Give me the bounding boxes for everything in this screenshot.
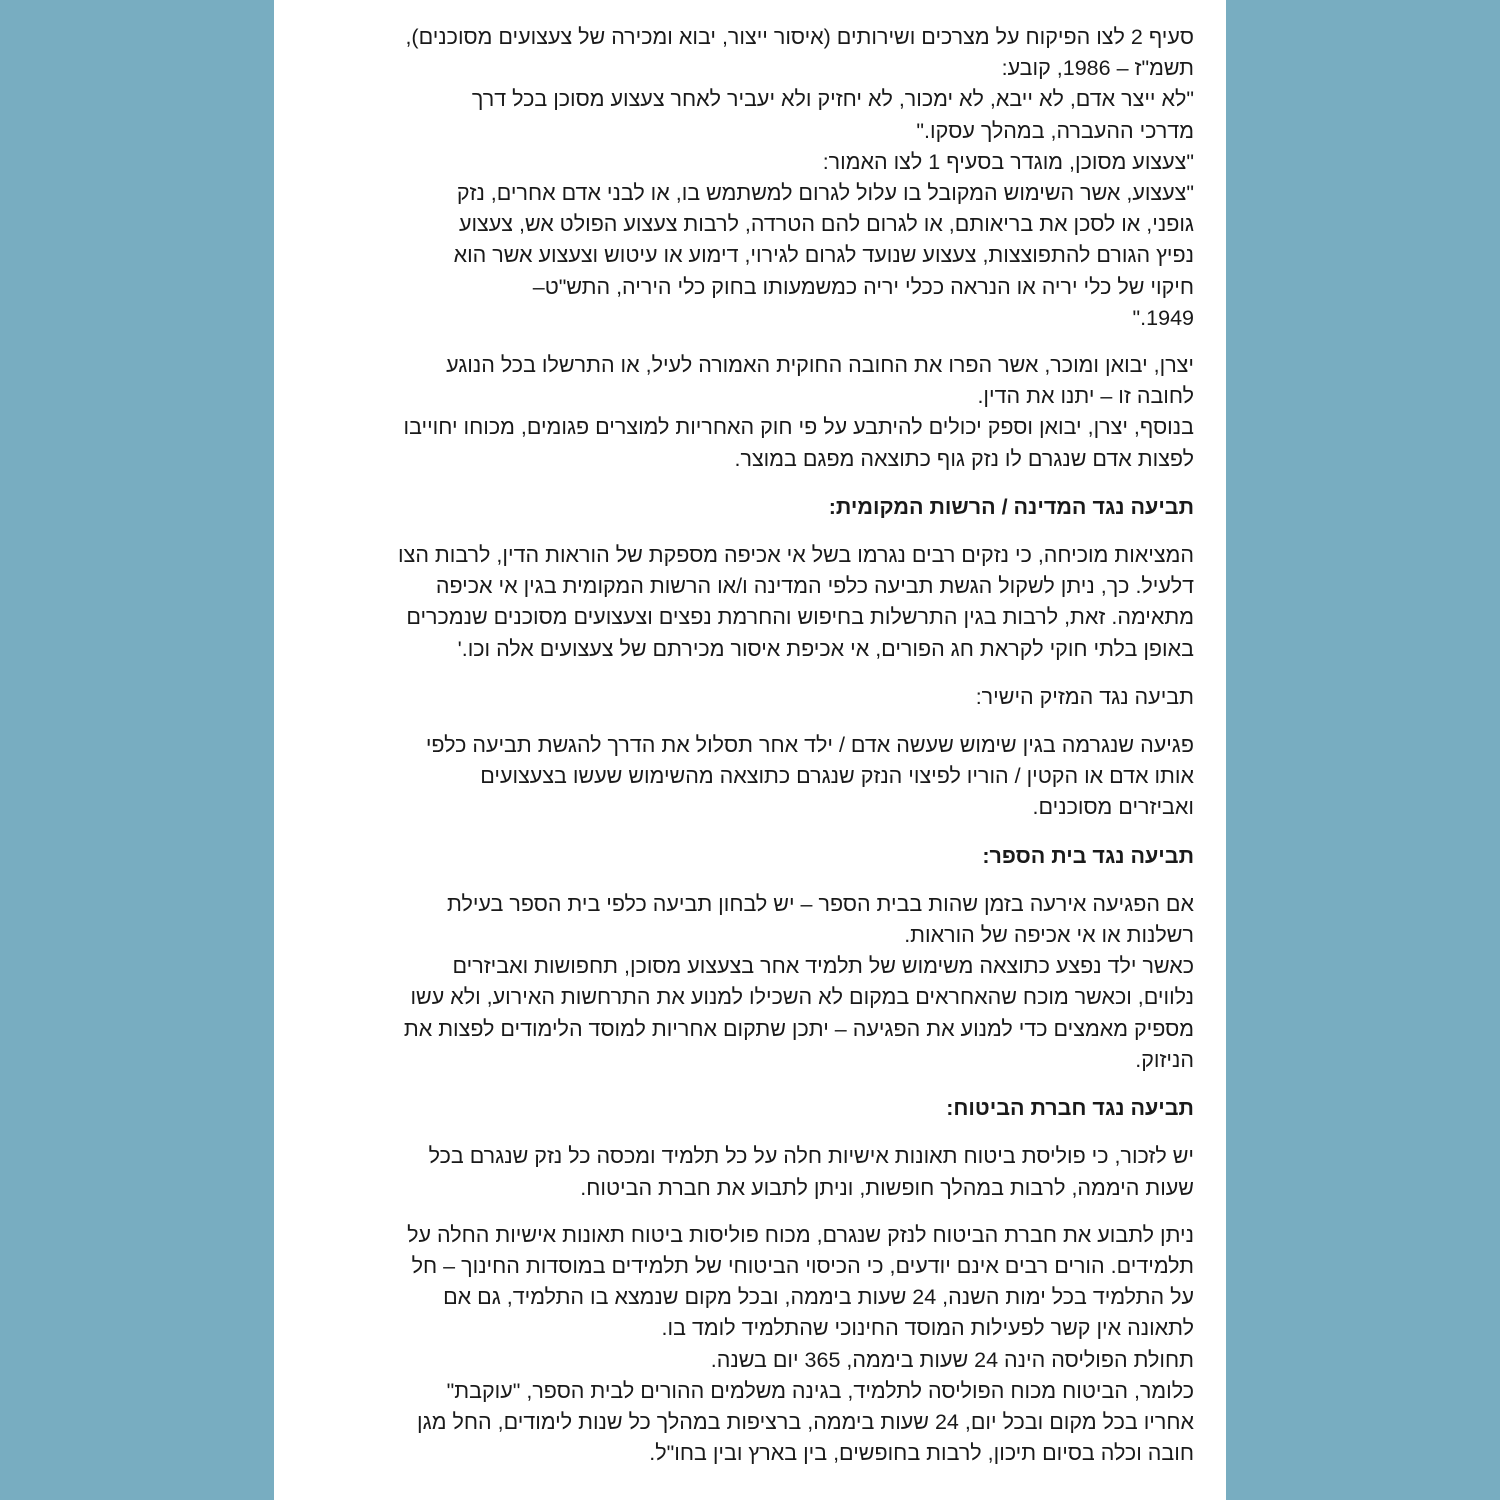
- text-line: הניזוק.: [1135, 1047, 1194, 1072]
- text-line: אחריו בכל מקום ובכל יום, 24 שעות ביממה, ברציפות במהלך כל שנות לימודים, החל מגן: [417, 1409, 1194, 1434]
- text-line: מדרכי ההעברה, במהלך עסקו.": [916, 118, 1194, 143]
- text-line: על התלמיד בכל ימות השנה, 24 שעות ביממה, ובכל מקום שנמצא בו התלמיד, גם אם: [443, 1285, 1194, 1310]
- direct-damager-heading: [318, 682, 1194, 713]
- block-spacer: [318, 1204, 1194, 1220]
- text-line: אותו אדם או הקטין / הוריו לפיצוי הנזק שנגרם כתוצאה מהשימוש שעשו בצעצועים: [480, 764, 1194, 789]
- text-line: יצרן, יבואן ומוכר, אשר הפרו את החובה החוקית האמורה לעיל, או התרשלו בכל הנוגע: [446, 353, 1194, 378]
- text-line: יש לזכור, כי פוליסת ביטוח תאונות אישיות חלה על כל תלמיד ומכסה כל נזק שנגרם בכל: [428, 1144, 1194, 1169]
- text-line: תחולת הפוליסה הינה 24 שעות ביממה, 365 יום בשנה.: [710, 1347, 1194, 1372]
- text-line: בנוסף, יצרן, יבואן וספק יכולים להיתבע על פי חוק האחריות למוצרים פגומים, מכוחו יחוייבו: [403, 415, 1194, 440]
- block-spacer: [318, 475, 1194, 492]
- school-claim-paragraph: [318, 889, 1194, 1076]
- text-line: תביעה נגד המזיק הישיר:: [975, 684, 1194, 709]
- insurance-claim-heading: [318, 1093, 1194, 1124]
- manufacturer-liability-paragraph: [318, 350, 1194, 475]
- block-spacer: [318, 523, 1194, 540]
- text-line: תלמידים. הורים רבים אינם יודעים, כי הכיסוי הביטוחי של תלמידים במוסדות החינוך – חל: [411, 1253, 1194, 1278]
- text-line: חובה וכלה בסיום תיכון, לרבות בחופשים, בין בארץ ובין בחו"ל.: [649, 1441, 1194, 1466]
- text-line: "צעצוע, אשר השימוש המקובל בו עלול לגרום למשתמש בו, או לבני אדם אחרים, נזק: [456, 181, 1194, 206]
- text-line: המציאות מוכיחה, כי נזקים רבים נגרמו בשל אי אכיפה מספקת של הוראות הדין, לרבות הצו: [398, 543, 1194, 568]
- text-line: כאשר ילד נפצע כתוצאה משימוש של תלמיד אחר בצעצוע מסוכן, תחפושות ואביזרים: [452, 954, 1194, 979]
- text-line: תשמ"ז – 1986, קובע:: [1001, 56, 1194, 81]
- text-line: סעיף 2 לצו הפיקוח על מצרכים ושירותים (איסור ייצור, יבוא ומכירה של צעצועים מסוכנים),: [405, 25, 1194, 49]
- school-claim-heading: [318, 841, 1194, 872]
- text-line: לחובה זו – יתנו את הדין.: [977, 384, 1194, 409]
- block-spacer: [318, 713, 1194, 730]
- text-line: לתאונה אין קשר לפעילות המוסד החינוכי שהתלמיד לומד בו.: [661, 1316, 1194, 1341]
- text-line: רשלנות או אי אכיפה של הוראות.: [904, 923, 1194, 948]
- text-line: כלומר, הביטוח מכוח הפוליסה לתלמיד, בגינה משלמים ההורים לבית הספר, "עוקבת": [446, 1378, 1194, 1403]
- block-spacer: [318, 824, 1194, 841]
- direct-damager-paragraph: [318, 730, 1194, 824]
- text-line: 1949.": [1132, 305, 1194, 330]
- document-content: [318, 22, 1194, 1469]
- block-spacer: [318, 665, 1194, 682]
- text-line: פגיעה שנגרמה בגין שימוש שעשה אדם / ילד אחר תסלול את הדרך להגשת תביעה כלפי: [425, 733, 1194, 758]
- text-line: אם הפגיעה אירעה בזמן שהות בבית הספר – יש לבחון תביעה כלפי בית הספר בעילת: [447, 891, 1194, 916]
- text-line: מספיק מאמצים כדי למנוע את הפגיעה – יתכן שתקום אחריות למוסד הלימודים לפצות את: [403, 1016, 1194, 1041]
- section-heading: תביעה נגד המדינה / הרשות המקומית:: [828, 494, 1194, 519]
- block-spacer: [318, 1076, 1194, 1093]
- text-line: ניתן לתבוע את חברת הביטוח לנזק שנגרם, מכוח פוליסות ביטוח תאונות אישיות החלה על: [407, 1222, 1194, 1247]
- state-claim-heading: [318, 492, 1194, 523]
- text-line: מתאימה. זאת, לרבות בגין התרשלות בחיפוש והחרמת נפצים וצעצועים מסוכנים שנמכרים: [406, 605, 1194, 630]
- text-line: "צעצוע מסוכן, מוגדר בסעיף 1 לצו האמור:: [822, 149, 1194, 174]
- insurance-reminder-paragraph: [318, 1141, 1194, 1203]
- text-line: לפצות אדם שנגרם לו נזק גוף כתוצאה מפגם במוצר.: [734, 446, 1194, 471]
- text-line: דלעיל. כך, ניתן לשקול הגשת תביעה כלפי המדינה ו/או הרשות המקומית בגין אי אכיפה: [435, 574, 1194, 599]
- text-line: שעות היממה, לרבות במהלך חופשות, וניתן לתבוע את חברת הביטוח.: [580, 1175, 1194, 1200]
- text-line: גופני, או לסכן את בריאותם, או לגרום להם הטרדה, לרבות צעצוע הפולט אש, צעצוע: [458, 212, 1194, 237]
- state-claim-paragraph: [318, 540, 1194, 665]
- block-spacer: [318, 334, 1194, 350]
- text-line: חיקוי של כלי יריה או הנראה ככלי יריה כמשמעותו בחוק כלי היריה, התש"ט–: [532, 274, 1194, 299]
- law-quote-paragraph: [318, 22, 1194, 334]
- text-line: באופן בלתי חוקי לקראת חג הפורים, אי אכיפת איסור מכירתם של צעצועים אלה וכו.': [457, 636, 1194, 661]
- block-spacer: [318, 1124, 1194, 1141]
- text-line: נלווים, וכאשר מוכח שהאחראים במקום לא השכילו למנוע את התרחשות האירוע, ולא עשו: [410, 985, 1194, 1010]
- text-line: "לא ייצר אדם, לא ייבא, לא ימכור, לא יחזיק ולא יעביר לאחר צעצוע מסוכן בכל דרך: [471, 87, 1194, 112]
- text-line: נפיץ הגורם להתפוצצות, צעצוע שנועד לגרום לגירוי, דימוע או עיטוש וצעצוע אשר הוא: [453, 243, 1194, 268]
- document-page: [274, 0, 1226, 1500]
- text-line: ואביזרים מסוכנים.: [1032, 795, 1194, 820]
- section-heading: תביעה נגד חברת הביטוח:: [946, 1096, 1194, 1121]
- insurance-details-paragraph: [318, 1220, 1194, 1470]
- block-spacer: [318, 872, 1194, 889]
- section-heading: תביעה נגד בית הספר:: [982, 843, 1194, 868]
